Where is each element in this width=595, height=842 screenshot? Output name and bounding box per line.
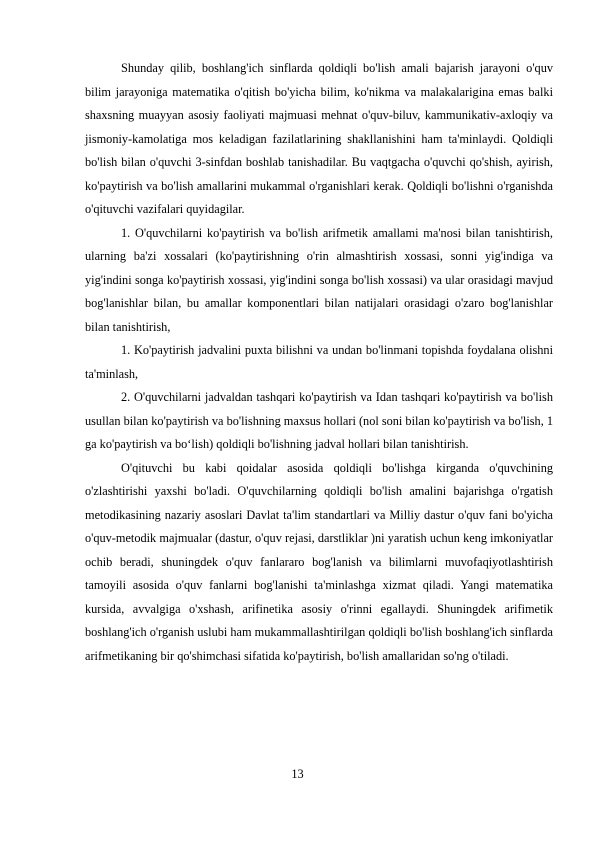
paragraph-task-1b: 1. Ko'paytirish jadvalini puxta bilishni va undan bo'linmani topishda foydalana olishni ta'minlash, [85, 343, 553, 381]
paragraph-intro: Shunday qilib, boshlang'ich sinflarda qoldiqli bo'lish amali bajarish jarayoni o'quv bilim jarayoniga matematika o'qitish bo'yicha bilim, ko'nikma va malakalarigina emas balki shaxsning muayyan asosiy faoliyati majmuasi mehnat o'quv-biluv, kammunikativ-axloqiy va jismoniy-kamolatiga mos keladigan fazilatlarining shakllanishini ham ta'minlaydi. Qoldiqli bo'lish bilan o'quvchi 3-sinfdan boshlab tanishadilar. Bu vaqtgacha o'quvchi qo'shish, ayirish, ko'paytirish va bo'lish amallarini mukammal o'rganishlari kerak. Qoldiqli bo'lishni o'rganishda o'qituvchi vazifalari quyidagilar. [85, 61, 553, 216]
paragraph-task-2: 2. O'quvchilarni jadvaldan tashqari ko'paytirish va Idan tashqari ko'paytirish va bo'lish usullan bilan ko'paytirish va bo'lishning maxsus hollari (nol soni bilan ko'paytirish va bo'lish, 1 ga ko'paytirish va bo‘lish) qoldiqli bo'lishning jadval hollari bilan tanishtirish. [85, 390, 553, 451]
paragraph-task-1: 1. O'quvchilarni ko'paytirish va bo'lish arifmetik amallami ma'nosi bilan tanishtirish, ularning ba'zi xossalari (ko'paytirishning o'rin almashtirish xossasi, sonni yig'indiga va yig'indini songa ko'paytirish xossasi, yig'indini songa bo'lish xossasi) va ular orasidagi mavjud bog'lanishlar bilan, bu amallar komponentlari bilan natijalari orasidagi o'zaro bog'lanishlar bilan tanishtirish, [85, 225, 553, 334]
page-number: 13 [291, 767, 304, 781]
paragraph-conclusion: O'qituvchi bu kabi qoidalar asosida qoldiqli bo'lishga kirganda o'quvchining o'zlashtirishi yaxshi bo'ladi. O'quvchilarning qoldiqli bo'lish amalini bajarishga o'rgatish metodikasining nazariy asoslari Davlat ta'lim standartlari va Milliy dastur o'quv fani bo'yicha o'quv-metodik majmualar (dastur, o'quv rejasi, darstliklar )ni yaratish uchun keng imkoniyatlar ochib beradi, shuningdek o'quv fanlararo bog'lanish va bilimlarni muvofaqiyotlashtirish tamoyili asosida o'quv fanlarni bog'lanishi ta'minlashga xizmat qiladi. Yangi matematika kursida, avvalgiga o'xshash, arifinetika asosiy o'rinni egallaydi. Shuningdek arifimetik boshlang'ich o'rganish uslubi ham mukammallashtirilgan qoldiqli bo'lish boshlang'ich sinflarda arifmetikaning bir qo'shimchasi sifatida ko'paytirish, bo'lish amallaridan so'ng o'tiladi. [85, 460, 553, 663]
body-text [85, 57, 553, 668]
